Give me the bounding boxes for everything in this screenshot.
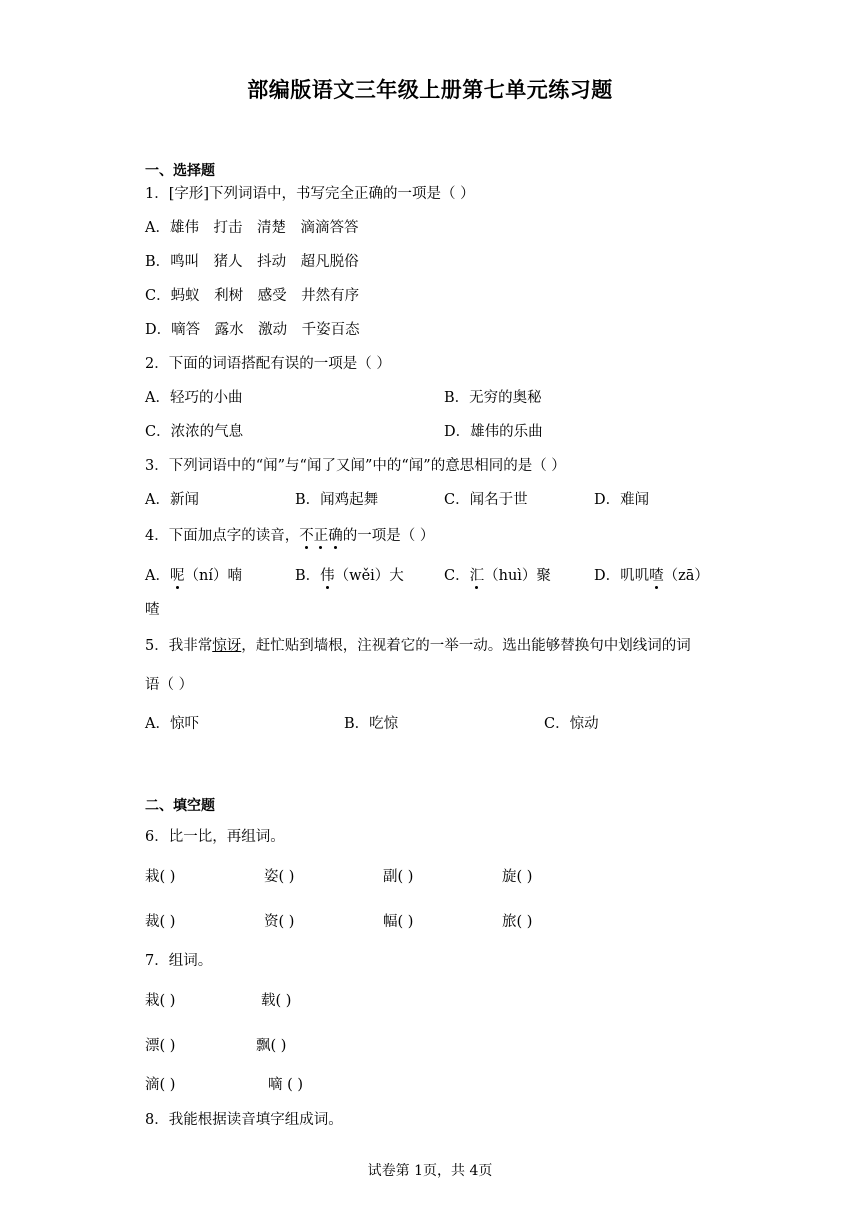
q7-blank[interactable]: 载( ) bbox=[261, 993, 292, 1009]
question-5-stem-prefix: 5．我非常 bbox=[145, 638, 213, 654]
question-3-option-c: C．闻名于世 bbox=[444, 492, 528, 508]
question-5-option-b: B．吃惊 bbox=[344, 716, 399, 732]
option-text: （ní）喃 bbox=[184, 568, 242, 584]
question-2-stem: 2．下面的词语搭配有误的一项是（ ） bbox=[145, 356, 391, 372]
question-1-option-b: B．鸣叫 猪人 抖动 超凡脱俗 bbox=[145, 254, 359, 270]
question-2-option-c: C．浓浓的气息 bbox=[145, 424, 244, 440]
q6-blank[interactable]: 资( ) bbox=[264, 914, 295, 930]
question-2-option-d: D．雄伟的乐曲 bbox=[444, 424, 543, 440]
question-7-stem: 7．组词。 bbox=[145, 953, 213, 969]
question-1-option-a: A．雄伟 打击 清楚 滴滴答答 bbox=[145, 220, 359, 236]
question-3-option-d: D．难闻 bbox=[594, 492, 650, 508]
dotted-char: 呢 bbox=[169, 568, 185, 584]
q7-blank[interactable]: 栽( ) bbox=[145, 993, 176, 1009]
page-footer: 试卷第 1页，共 4页 bbox=[367, 1163, 493, 1179]
question-4-option-d-wrap: 喳 bbox=[145, 602, 160, 618]
q6-blank[interactable]: 姿( ) bbox=[264, 869, 295, 885]
dotted-text bbox=[299, 528, 343, 544]
option-letter: C． bbox=[444, 568, 470, 584]
question-3-stem: 3．下列词语中的“闻”与“闻了又闻”中的“闻”的意思相同的是（ ） bbox=[145, 458, 566, 474]
question-4-stem-suffix: 的一项是（ ） bbox=[342, 528, 435, 544]
dotted-char: 伟 bbox=[320, 568, 335, 584]
q6-blank[interactable]: 旋( ) bbox=[502, 869, 533, 885]
q7-blank[interactable]: 嘀 ( ) bbox=[268, 1077, 304, 1093]
question-5-option-c: C．惊动 bbox=[544, 716, 599, 732]
question-3-option-b: B．闻鸡起舞 bbox=[295, 492, 379, 508]
question-1-option-d: D．嘀答 露水 激动 千姿百态 bbox=[145, 322, 360, 338]
dotted-char: 汇 bbox=[469, 568, 485, 584]
q6-blank[interactable]: 裁( ) bbox=[145, 914, 176, 930]
q6-blank[interactable]: 旅( ) bbox=[502, 914, 533, 930]
q6-blank[interactable]: 幅( ) bbox=[383, 914, 414, 930]
question-4-stem bbox=[145, 526, 434, 546]
option-text: （huì）聚 bbox=[484, 568, 551, 584]
option-text: （wěi）大 bbox=[334, 568, 404, 584]
q7-blank[interactable]: 滴( ) bbox=[145, 1077, 176, 1093]
question-6-stem: 6．比一比，再组词。 bbox=[145, 829, 285, 845]
question-2-option-a: A．轻巧的小曲 bbox=[145, 390, 243, 406]
section-heading-choice: 一、选择题 bbox=[145, 163, 215, 179]
option-letter: D．叽叽 bbox=[594, 568, 650, 584]
question-5-stem bbox=[145, 636, 691, 656]
q7-blank[interactable]: 飘( ) bbox=[256, 1038, 287, 1054]
question-1-option-c: C．蚂蚁 利树 感受 井然有序 bbox=[145, 288, 360, 304]
question-4-option-d bbox=[594, 566, 709, 586]
q6-blank[interactable]: 栽( ) bbox=[145, 869, 176, 885]
q6-blank[interactable]: 副( ) bbox=[383, 869, 414, 885]
question-2-option-b: B．无穷的奥秘 bbox=[444, 390, 542, 406]
question-4-stem-prefix: 4．下面加点字的读音， bbox=[145, 528, 300, 544]
underlined-word: 惊讶 bbox=[212, 638, 242, 654]
page-title: 部编版语文三年级上册第七单元练习题 bbox=[247, 77, 613, 102]
question-3-option-a: A．新闻 bbox=[145, 492, 199, 508]
option-letter: B． bbox=[295, 568, 321, 584]
section-heading-fill: 二、填空题 bbox=[145, 798, 215, 814]
dotted-char: 确 bbox=[328, 528, 343, 544]
question-5-stem-suffix: ，赶忙贴到墙根，注视着它的一举一动。选出能够替换句中划线词的词 bbox=[241, 638, 691, 654]
option-text: （zā） bbox=[663, 568, 709, 584]
question-1-stem: 1．[字形]下列词语中，书写完全正确的一项是（ ） bbox=[145, 186, 475, 202]
option-letter: A． bbox=[145, 568, 170, 584]
question-4-option-c bbox=[444, 566, 551, 586]
question-4-option-b bbox=[295, 566, 404, 586]
question-4-stem-dotted bbox=[299, 528, 343, 544]
dotted-char: 正 bbox=[313, 528, 329, 544]
q7-blank[interactable]: 漂( ) bbox=[145, 1038, 176, 1054]
question-5-option-a: A．惊吓 bbox=[145, 716, 199, 732]
question-5-stem-wrap: 语（ ） bbox=[145, 677, 194, 693]
question-8-stem: 8．我能根据读音填字组成词。 bbox=[145, 1112, 343, 1128]
question-4-option-a bbox=[145, 566, 242, 586]
dotted-char: 不 bbox=[299, 528, 314, 544]
dotted-char: 喳 bbox=[649, 568, 664, 584]
